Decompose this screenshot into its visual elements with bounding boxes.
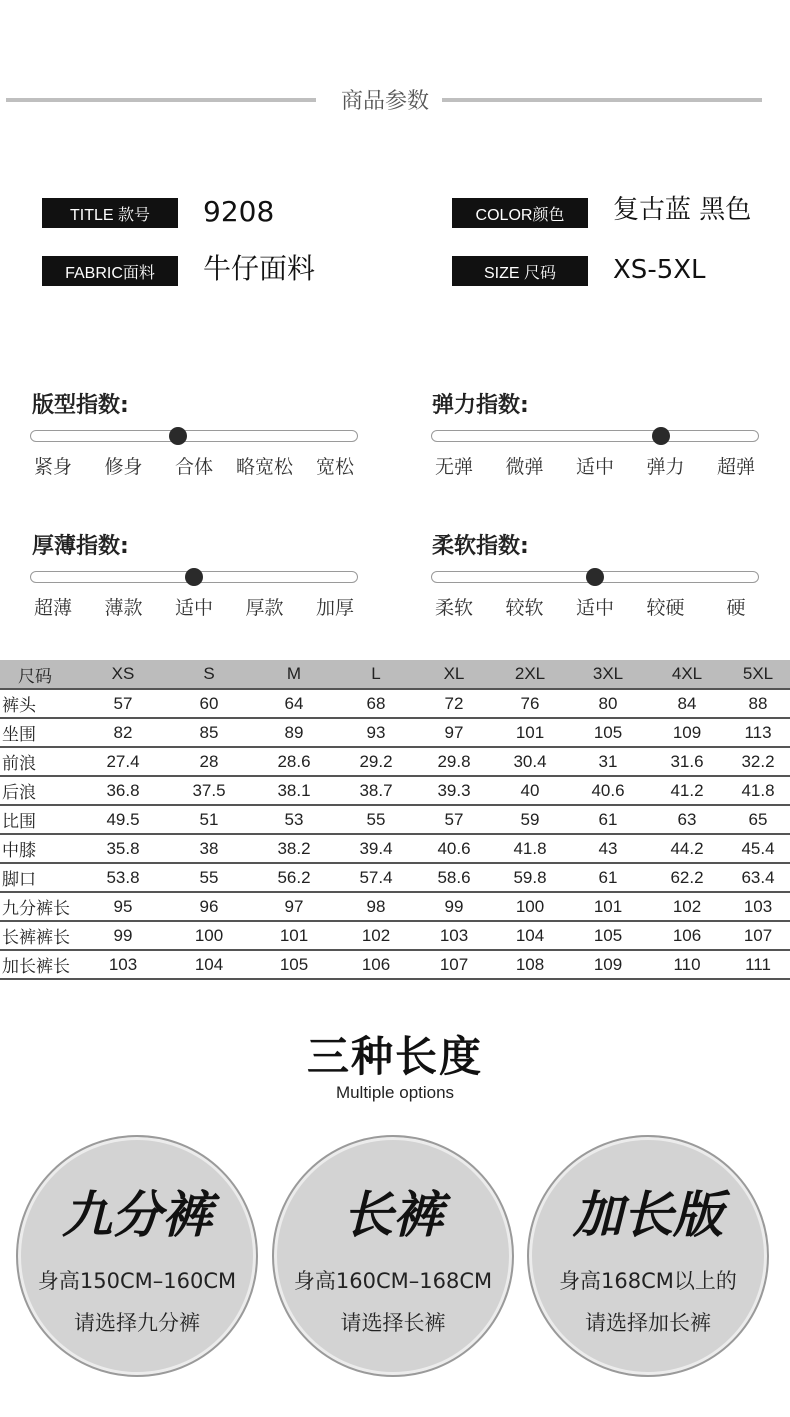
size-table-cell: 93: [336, 718, 416, 747]
size-table-row: [0, 689, 790, 718]
size-table-cell: 102: [648, 892, 726, 921]
size-table-cell: 43: [568, 834, 648, 863]
lengths-subtitle: Multiple options: [335, 1083, 455, 1102]
size-table-cell: 55: [166, 863, 252, 892]
index-elasticity-label: 适中: [575, 456, 614, 478]
size-table-cell: 38.1: [252, 776, 336, 805]
size-table-cell: 57: [416, 805, 492, 834]
size-table-row-label: 脚口: [0, 863, 80, 892]
index-thickness-label: 加厚: [315, 597, 354, 619]
size-table-cell: 102: [336, 921, 416, 950]
size-table-cell: 55: [336, 805, 416, 834]
size-table-cell: 53.8: [80, 863, 166, 892]
option-long-hint: 请选择加长裤: [585, 1311, 711, 1335]
size-table-cell: 40: [492, 776, 568, 805]
index-fit-track: [30, 430, 358, 442]
size-table-row-label: 后浪: [0, 776, 80, 805]
size-table-row: [0, 718, 790, 747]
size-table-cell: 57: [80, 689, 166, 718]
size-table-cell: 30.4: [492, 747, 568, 776]
size-table-cell: 109: [568, 950, 648, 979]
lengths-title: 三种长度: [306, 1032, 483, 1081]
size-table-row: [0, 921, 790, 950]
size-table-header-cell: XS: [80, 660, 166, 689]
size-chart-table: [0, 660, 790, 980]
index-thickness-knob: [185, 568, 203, 586]
fabric-label: FABRIC面料: [42, 256, 178, 286]
option-regular-name: 长裤: [343, 1186, 443, 1244]
header-divider-right: [442, 98, 762, 102]
size-table-row-label: 比围: [0, 805, 80, 834]
size-table-cell: 38: [166, 834, 252, 863]
size-table-cell: 85: [166, 718, 252, 747]
size-table-cell: 31: [568, 747, 648, 776]
size-table-cell: 29.2: [336, 747, 416, 776]
size-table-cell: 110: [648, 950, 726, 979]
size-table-cell: 63.4: [726, 863, 790, 892]
index-fit-label: 合体: [174, 456, 213, 478]
size-table-cell: 59: [492, 805, 568, 834]
size-table-cell: 35.8: [80, 834, 166, 863]
size-table-row: [0, 776, 790, 805]
index-fit-label: 紧身: [33, 456, 72, 478]
size-table-cell: 105: [252, 950, 336, 979]
title-value: 9208: [203, 195, 275, 228]
option-regular-hint: 请选择长裤: [340, 1311, 446, 1335]
index-softness-label: 较软: [505, 597, 544, 619]
size-table-row: [0, 747, 790, 776]
size-table-cell: 68: [336, 689, 416, 718]
size-table-cell: 29.8: [416, 747, 492, 776]
size-table-header-cell: 2XL: [492, 660, 568, 689]
index-elasticity-label: 微弹: [505, 456, 544, 478]
index-elasticity-label: 无弹: [434, 456, 473, 478]
size-table-cell: 49.5: [80, 805, 166, 834]
size-table-cell: 45.4: [726, 834, 790, 863]
size-table-header-cell: L: [336, 660, 416, 689]
fabric-value: 牛仔面料: [203, 252, 316, 285]
size-table-header-cell: 尺码: [0, 660, 80, 689]
index-fit-knob: [169, 427, 187, 445]
option-cropped-height: 身高150CM–160CM: [37, 1269, 237, 1293]
size-table-cell: 51: [166, 805, 252, 834]
size-table-cell: 62.2: [648, 863, 726, 892]
size-table-cell: 105: [568, 718, 648, 747]
size-table-cell: 65: [726, 805, 790, 834]
size-table-cell: 31.6: [648, 747, 726, 776]
index-thickness-label: 超薄: [33, 597, 72, 619]
size-table-cell: 38.2: [252, 834, 336, 863]
index-thickness-title: 厚薄指数:: [32, 534, 129, 559]
size-table-cell: 105: [568, 921, 648, 950]
size-table-cell: 95: [80, 892, 166, 921]
section-header-title: 商品参数: [340, 89, 429, 114]
option-cropped-name: 九分裤: [62, 1186, 212, 1244]
size-table-cell: 96: [166, 892, 252, 921]
size-table-cell: 40.6: [416, 834, 492, 863]
size-table-cell: 28.6: [252, 747, 336, 776]
size-table-cell: 40.6: [568, 776, 648, 805]
size-table-header-cell: S: [166, 660, 252, 689]
option-cropped-hint: 请选择九分裤: [74, 1311, 200, 1335]
index-elasticity-title: 弹力指数:: [432, 393, 529, 418]
size-table-cell: 113: [726, 718, 790, 747]
index-thickness-label: 厚款: [245, 597, 284, 619]
size-table-cell: 103: [726, 892, 790, 921]
option-long-height: 身高168CM以上的: [559, 1269, 737, 1293]
size-table-cell: 41.2: [648, 776, 726, 805]
size-table-cell: 27.4: [80, 747, 166, 776]
index-elasticity-knob: [652, 427, 670, 445]
size-table-cell: 28: [166, 747, 252, 776]
size-table-cell: 37.5: [166, 776, 252, 805]
size-table-cell: 44.2: [648, 834, 726, 863]
size-table-cell: 99: [80, 921, 166, 950]
size-table-cell: 53: [252, 805, 336, 834]
size-table-header-row: [0, 660, 790, 689]
size-table-cell: 41.8: [492, 834, 568, 863]
index-thickness-label: 薄款: [104, 597, 143, 619]
size-table-cell: 101: [568, 892, 648, 921]
size-table-cell: 103: [80, 950, 166, 979]
size-table-row: [0, 834, 790, 863]
size-table-row-label: 中膝: [0, 834, 80, 863]
index-elasticity-label: 弹力: [646, 456, 685, 478]
size-table-row-label: 裤头: [0, 689, 80, 718]
index-elasticity-label: 超弹: [716, 456, 755, 478]
option-long-name: 加长版: [573, 1186, 723, 1244]
size-table-cell: 109: [648, 718, 726, 747]
size-table-cell: 98: [336, 892, 416, 921]
size-table-row-label: 前浪: [0, 747, 80, 776]
size-table-cell: 106: [648, 921, 726, 950]
size-table-row-label: 加长裤长: [0, 950, 80, 979]
size-table-cell: 104: [166, 950, 252, 979]
size-table-cell: 89: [252, 718, 336, 747]
size-table-row-label: 九分裤长: [0, 892, 80, 921]
size-table-cell: 107: [416, 950, 492, 979]
header-divider-left: [6, 98, 316, 102]
option-regular-height: 身高160CM–168CM: [293, 1269, 493, 1293]
size-table-cell: 82: [80, 718, 166, 747]
index-softness-label: 适中: [575, 597, 614, 619]
size-table-header-cell: XL: [416, 660, 492, 689]
size-table-cell: 80: [568, 689, 648, 718]
index-softness-label: 硬: [726, 597, 746, 619]
size-table-cell: 36.8: [80, 776, 166, 805]
color-label: COLOR颜色: [452, 198, 588, 228]
size-table-cell: 111: [726, 950, 790, 979]
size-table-row: [0, 892, 790, 921]
title-label: TITLE 款号: [42, 198, 178, 228]
index-softness-knob: [586, 568, 604, 586]
size-table-cell: 97: [416, 718, 492, 747]
size-table-cell: 104: [492, 921, 568, 950]
size-table-cell: 100: [166, 921, 252, 950]
size-table-header-cell: 4XL: [648, 660, 726, 689]
size-table-cell: 32.2: [726, 747, 790, 776]
index-fit-label: 略宽松: [235, 456, 293, 478]
size-table-row: [0, 863, 790, 892]
size-table-cell: 72: [416, 689, 492, 718]
size-table-cell: 97: [252, 892, 336, 921]
index-softness-label: 较硬: [646, 597, 685, 619]
size-table-cell: 38.7: [336, 776, 416, 805]
size-label: SIZE 尺码: [452, 256, 588, 286]
index-elasticity-track: [431, 430, 759, 442]
size-table-header-cell: M: [252, 660, 336, 689]
size-table-cell: 64: [252, 689, 336, 718]
size-table-cell: 41.8: [726, 776, 790, 805]
size-table-cell: 108: [492, 950, 568, 979]
size-table-row-label: 坐围: [0, 718, 80, 747]
option-regular: [272, 1135, 514, 1377]
size-table-cell: 63: [648, 805, 726, 834]
index-fit-label: 宽松: [315, 456, 354, 478]
size-table-cell: 106: [336, 950, 416, 979]
size-table-cell: 99: [416, 892, 492, 921]
size-table-cell: 58.6: [416, 863, 492, 892]
size-table-cell: 61: [568, 863, 648, 892]
size-table-cell: 56.2: [252, 863, 336, 892]
size-table-cell: 39.3: [416, 776, 492, 805]
size-table-header-cell: 3XL: [568, 660, 648, 689]
index-fit-title: 版型指数:: [32, 393, 129, 418]
index-softness-title: 柔软指数:: [432, 534, 529, 559]
size-table-header-cell: 5XL: [726, 660, 790, 689]
size-table-row: [0, 805, 790, 834]
size-table-cell: 76: [492, 689, 568, 718]
size-table-cell: 88: [726, 689, 790, 718]
size-table-cell: 101: [252, 921, 336, 950]
size-table-cell: 84: [648, 689, 726, 718]
index-thickness-label: 适中: [174, 597, 213, 619]
index-fit-label: 修身: [104, 456, 143, 478]
size-table-cell: 60: [166, 689, 252, 718]
color-value: 复古蓝 黑色: [613, 195, 752, 225]
size-table-cell: 57.4: [336, 863, 416, 892]
size-table-cell: 61: [568, 805, 648, 834]
index-softness-label: 柔软: [434, 597, 473, 619]
size-table-cell: 39.4: [336, 834, 416, 863]
size-value: XS-5XL: [613, 255, 706, 285]
size-table-cell: 100: [492, 892, 568, 921]
option-cropped: [16, 1135, 258, 1377]
size-table-cell: 59.8: [492, 863, 568, 892]
size-table-row: [0, 950, 790, 979]
option-long: [527, 1135, 769, 1377]
size-table-cell: 101: [492, 718, 568, 747]
size-table-cell: 103: [416, 921, 492, 950]
size-table-cell: 107: [726, 921, 790, 950]
size-table-row-label: 长裤裤长: [0, 921, 80, 950]
